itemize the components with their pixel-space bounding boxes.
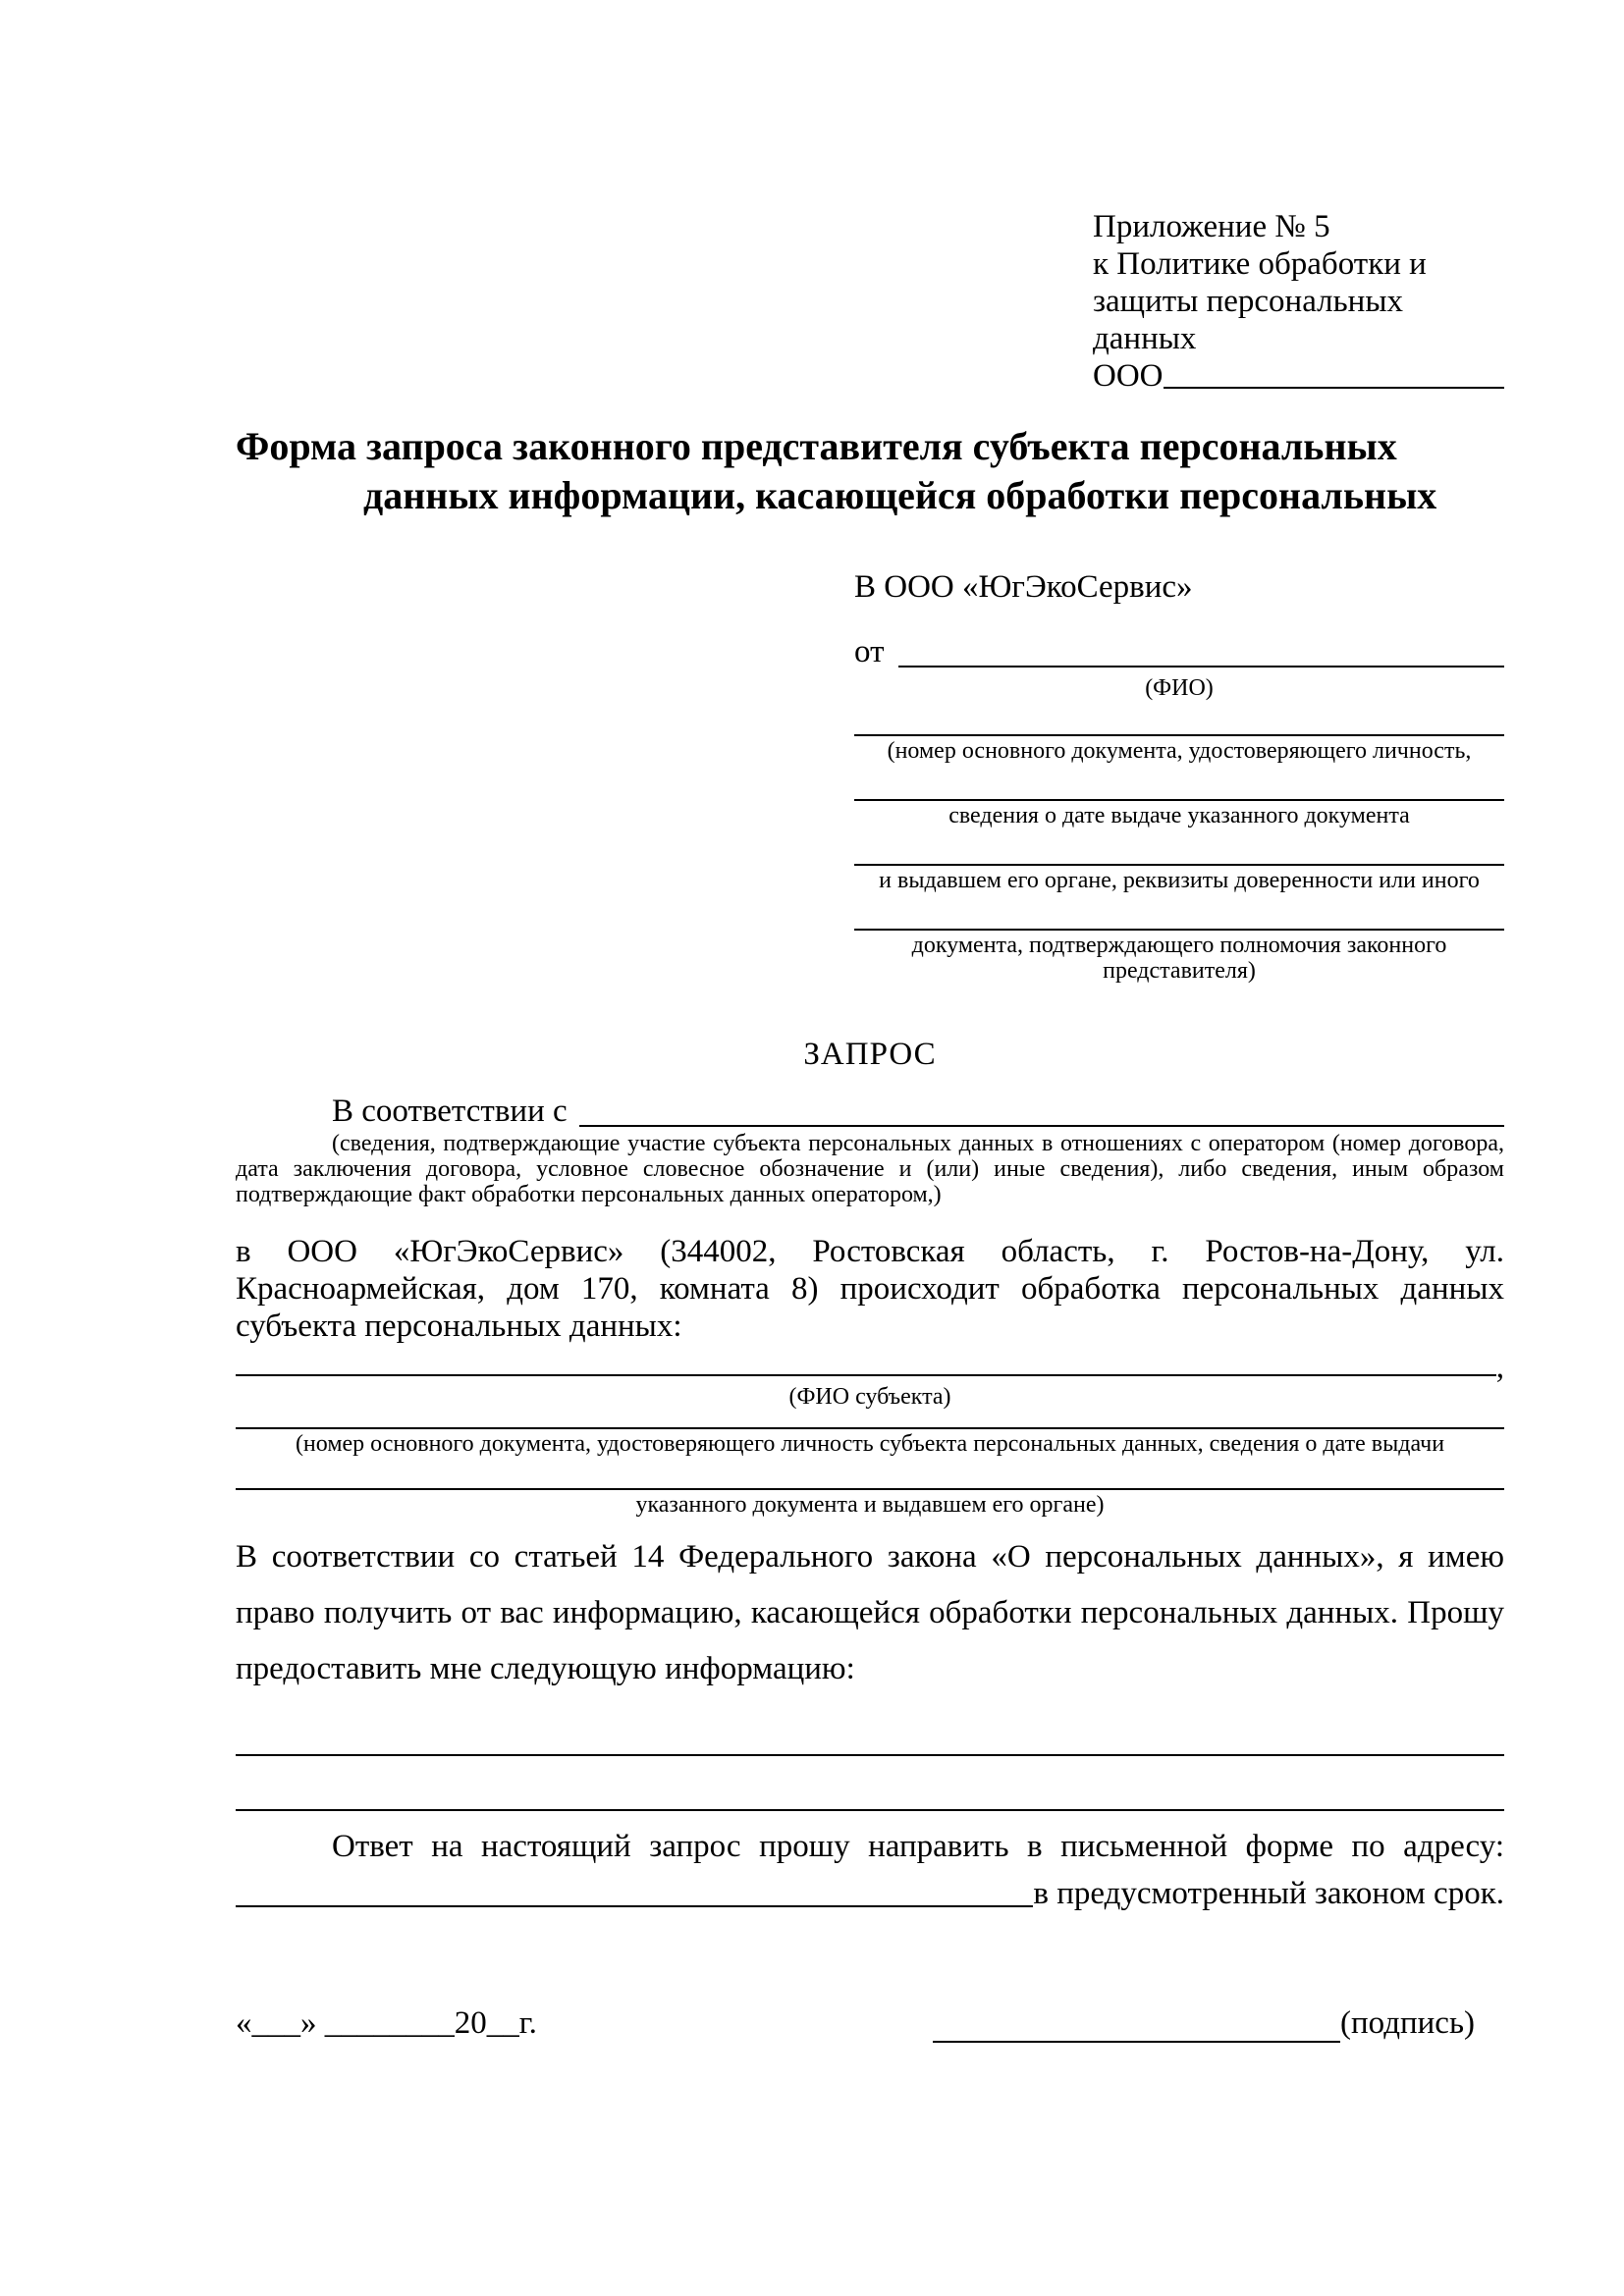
appendix-policy-line2: защиты персональных данных — [1093, 284, 1403, 356]
document-content — [236, 0, 1504, 2043]
blank-field-caption: и выдавшем его органе, реквизиты доверенности или иного — [879, 868, 1480, 893]
accordance-label: В соответствии с — [332, 1094, 568, 1129]
company-name-blank-field — [1164, 357, 1505, 389]
reply-suffix: в предусмотренный законом срок. — [1033, 1876, 1504, 1911]
doc-issue-date-blank-field — [854, 799, 1504, 801]
blank-field-caption: документа, подтверждающего полномочия законного представителя) — [911, 933, 1447, 984]
signature-block — [933, 2003, 1475, 2043]
appendix-header — [1093, 208, 1504, 395]
accordance-row — [236, 1092, 1504, 1131]
law-paragraph: В соответствии со статьей 14 Федерального закона «О персональных данных», я имею право получить от вас информацию, касающейся обработки персональных данных. Прошу предоставить мне следующую информацию: — [236, 1539, 1504, 1686]
document-title — [236, 422, 1504, 520]
company-prefix: ООО — [1093, 358, 1164, 394]
from-label: от — [854, 634, 885, 669]
doc-issuer-blank-field — [854, 864, 1504, 866]
signature-caption: (подпись) — [1340, 2005, 1475, 2041]
subject-doc-caption-line1: (номер основного документа, удостоверяющего личность субъекта персональных данных, сведения о дате выдачи — [295, 1431, 1445, 1457]
subject-name-row — [236, 1350, 1504, 1385]
request-heading: ЗАПРОС — [803, 1037, 937, 1072]
accordance-caption: (сведения, подтверждающие участие субъекта персональных данных в отношениях с оператором (номер договора, дата заключения договора, условное словесное обозначение и (или) иные сведения), либо сведения, иным образом подтверждающие факт обработки персональных данных оператором,) — [236, 1131, 1504, 1207]
operator-paragraph: в ООО «ЮгЭкоСервис» (344002, Ростовская область, г. Ростов-на-Дону, ул. Красноармейская, дом 170, комната 8) происходит обработка персональных данных субъекта персональных данных: — [236, 1234, 1504, 1344]
appendix-policy-line1: к Политике обработки и — [1093, 246, 1427, 282]
blank-field-group — [854, 864, 1504, 893]
appendix-number: Приложение № 5 — [1093, 209, 1330, 244]
from-name-blank-field — [898, 632, 1505, 667]
blank-field-group — [854, 799, 1504, 828]
reply-address-row — [236, 1874, 1504, 1913]
doc-number-blank-field — [854, 734, 1504, 736]
fio-subject-caption: (ФИО субъекта) — [788, 1384, 951, 1410]
signature-blank-field — [933, 2011, 1340, 2043]
footer-row — [236, 2003, 1504, 2043]
requested-info-blank-field-1 — [236, 1754, 1504, 1756]
requested-info-blank-field-2 — [236, 1809, 1504, 1811]
fio-caption: (ФИО) — [1145, 675, 1214, 701]
blank-field-group — [854, 734, 1504, 764]
from-row — [854, 632, 1504, 671]
blank-field-caption: (номер основного документа, удостоверяющего личность, — [887, 738, 1472, 764]
subject-doc-caption-line2: указанного документа и выдавшем его органе) — [635, 1492, 1105, 1518]
subject-doc-blank-field — [236, 1427, 1504, 1429]
blank-field-caption: сведения о дате выдаче указанного документа — [948, 803, 1410, 828]
title-line1: Форма запроса законного представителя субъекта персональных — [236, 424, 1397, 468]
subject-doc-issuer-blank-field — [236, 1488, 1504, 1490]
reply-address-blank-field — [236, 1874, 1033, 1907]
subject-name-blank-field — [236, 1353, 1496, 1376]
company-blank-row — [1093, 357, 1504, 395]
title-line2: данных информации, касающейся обработки персональных — [363, 473, 1437, 517]
addressee-to: В ООО «ЮгЭкоСервис» — [854, 569, 1193, 605]
addressee-block — [854, 567, 1504, 984]
date-blank-line: «___» ________20__г. — [236, 2005, 537, 2041]
reply-paragraph: Ответ на настоящий запрос прошу направить в письменной форме по адресу: — [332, 1829, 1504, 1864]
accordance-blank-field — [579, 1092, 1504, 1127]
authority-doc-blank-field — [854, 929, 1504, 931]
subject-name-comma: , — [1495, 1350, 1504, 1385]
blank-field-group — [854, 929, 1504, 984]
